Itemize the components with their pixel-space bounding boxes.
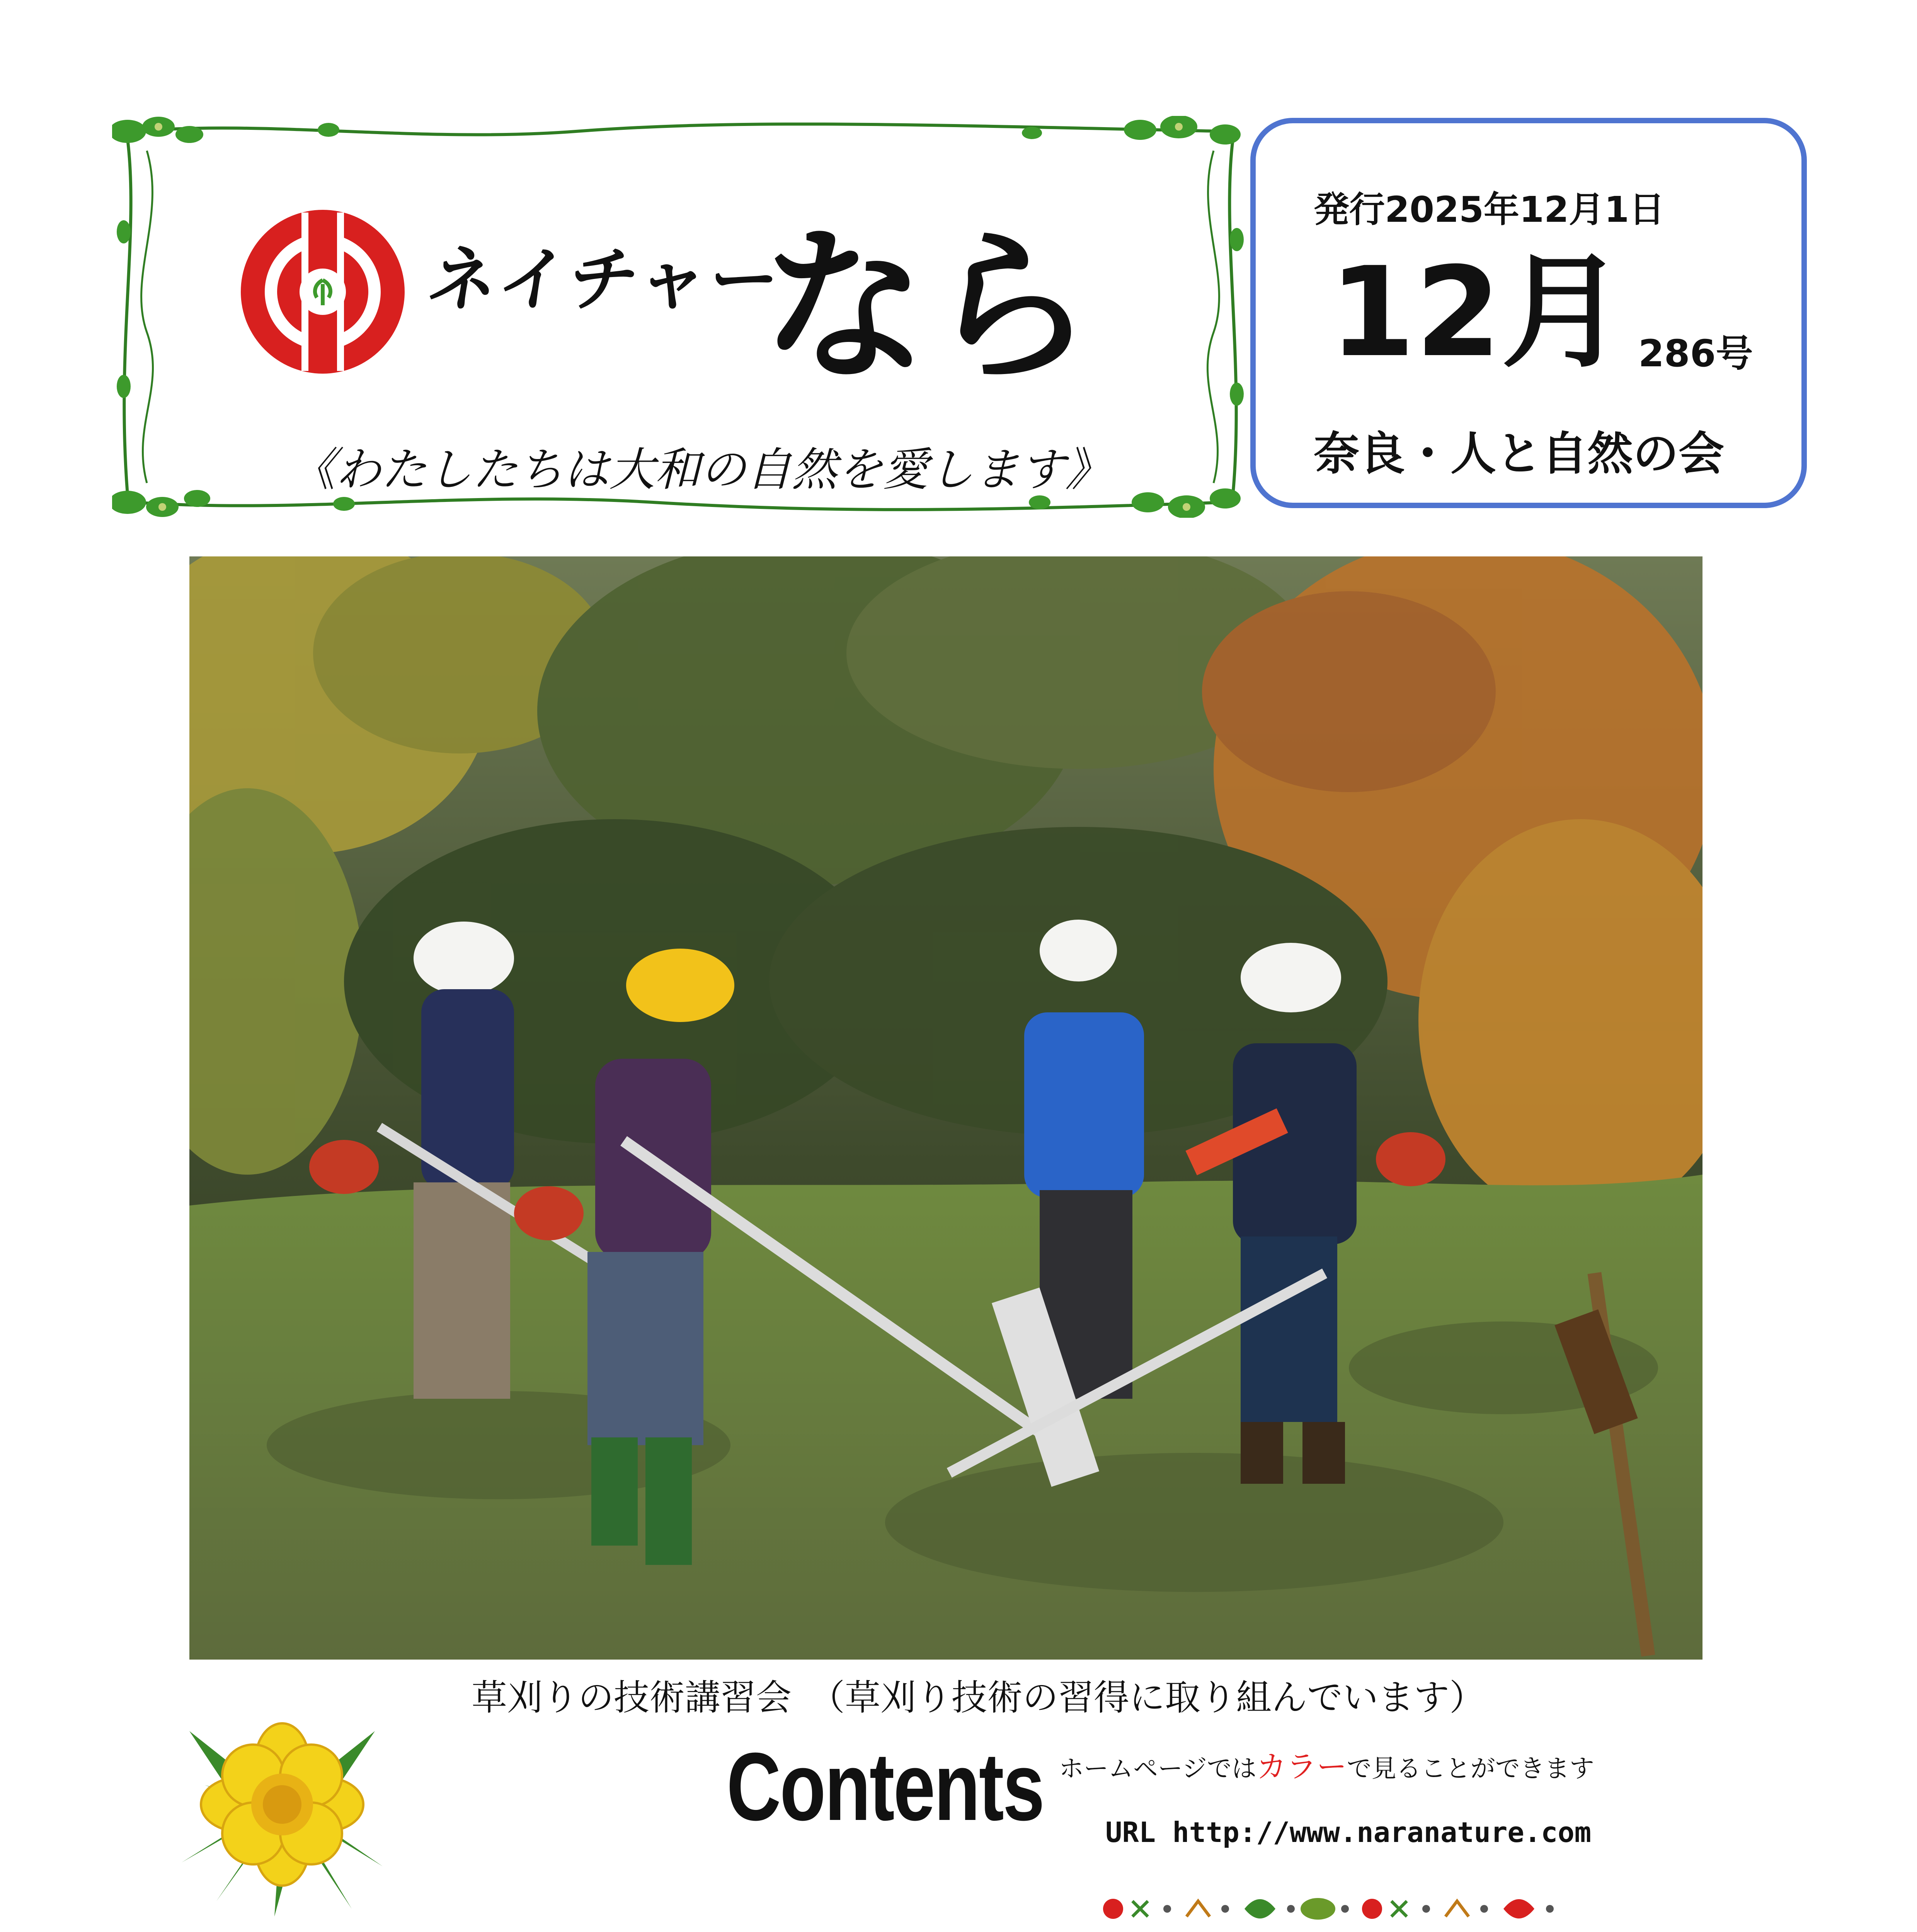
decorative-ornament-row bbox=[1098, 1886, 1662, 1928]
issue-info-box bbox=[1250, 118, 1807, 508]
issue-date: 発行2025年12月1日 bbox=[1314, 189, 1665, 230]
contents-heading: Contents bbox=[727, 1733, 1044, 1840]
yellow-flower-illustration bbox=[158, 1685, 406, 1924]
masthead bbox=[112, 116, 1248, 518]
cover-caption: 草刈りの技術講習会 （草刈り技術の習得に取り組んでいます） bbox=[472, 1677, 1485, 1718]
color-note bbox=[1059, 1743, 1594, 1786]
issue-organization: 奈良・人と自然の会 bbox=[1314, 427, 1725, 480]
issue-month: 12月 bbox=[1329, 241, 1625, 384]
masthead-title-nara: なら bbox=[761, 211, 1094, 404]
nature-nara-logo bbox=[236, 205, 410, 379]
cover-photo bbox=[189, 556, 1702, 1660]
homepage-url[interactable]: URL http://www.naranature.com bbox=[1105, 1816, 1592, 1849]
masthead-title-nature: ネイチャー bbox=[422, 240, 786, 320]
color-note-accent: カラー bbox=[1256, 1750, 1347, 1784]
masthead-tagline: 《わたしたちは大和の自然を愛します》 bbox=[290, 443, 1111, 496]
color-note-before: ホームページでは bbox=[1059, 1755, 1256, 1783]
color-note-after: で見ることができます bbox=[1347, 1755, 1594, 1783]
issue-number: 286号 bbox=[1638, 332, 1753, 375]
